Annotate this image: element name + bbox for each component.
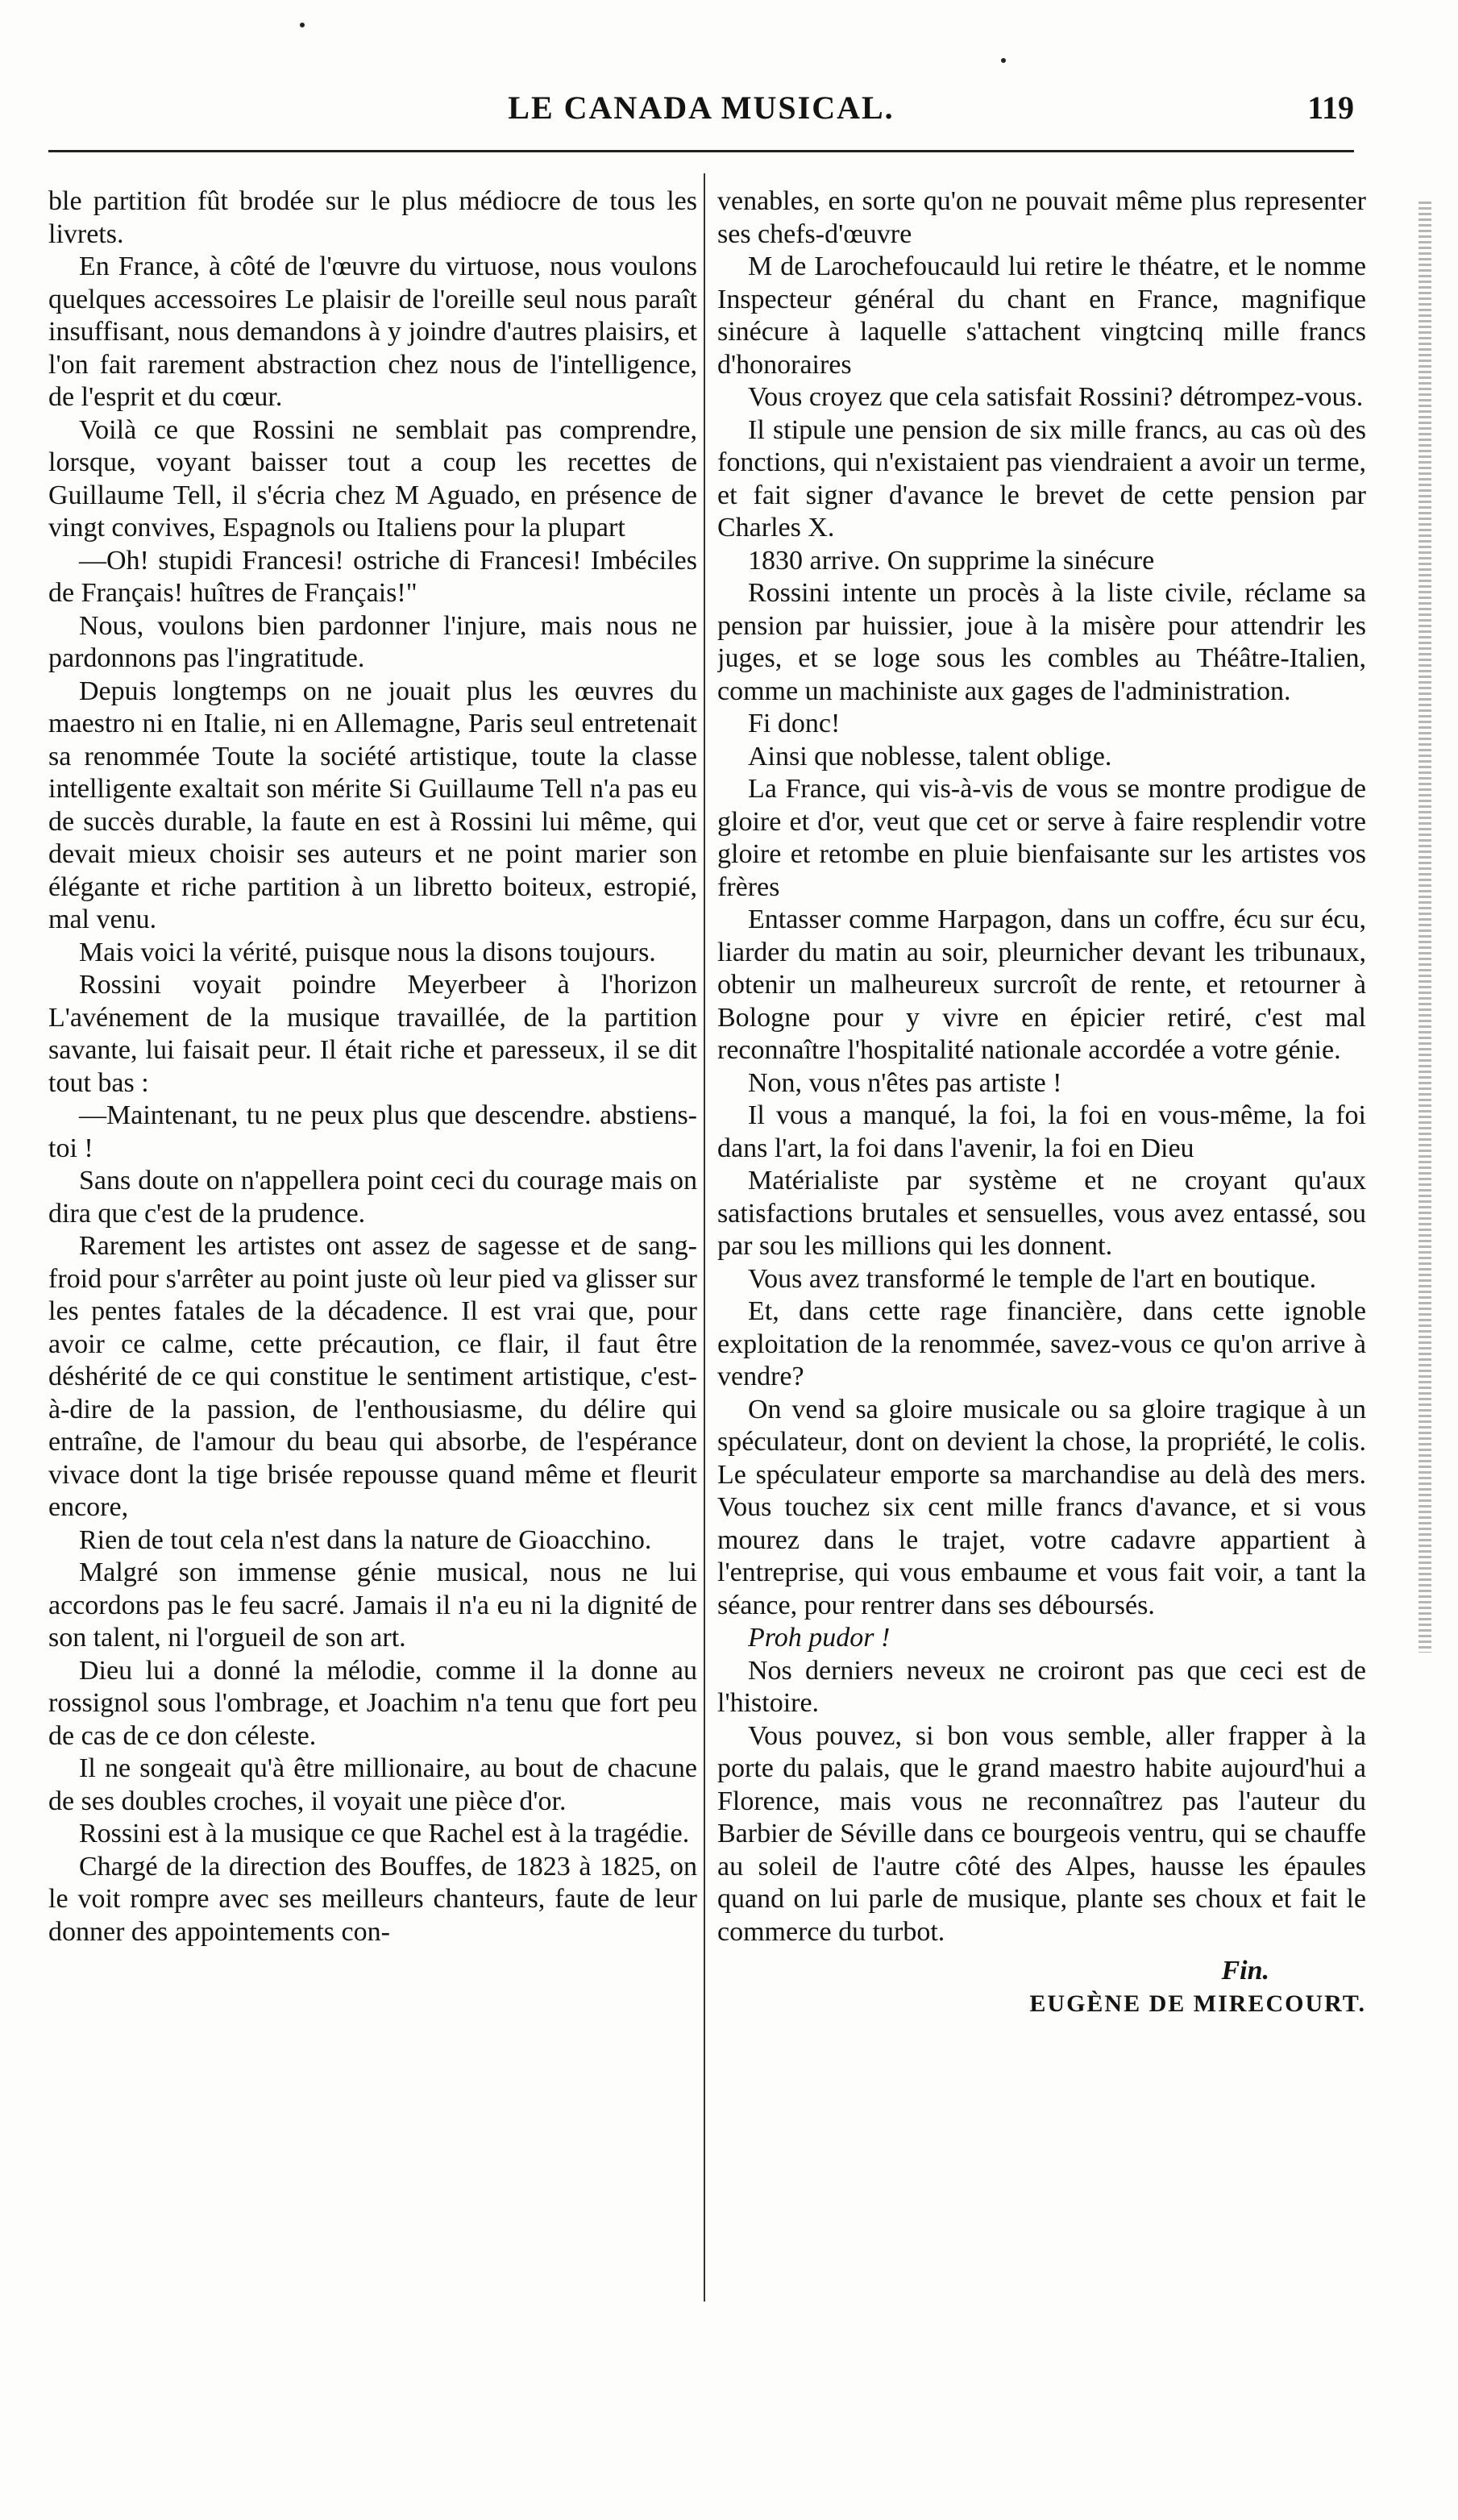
paragraph: Vous pouvez, si bon vous semble, aller frapper à la porte du palais, que le grand maestro habite aujourd'hui a Florence, mais vous ne reconnaîtrez pas l'auteur du Barbier de Séville dans ce bourgeois ventru, qui se chauffe au soleil de l'autre côté des Alpes, hausse les épaules quand on lui parle de musique, plante ses choux et fait le commerce du turbot. — [717, 1720, 1366, 1947]
paragraph: Il ne songeait qu'à être millionaire, au bout de chacune de ses doubles croches, il voyait une pièce d'or. — [48, 1753, 697, 1816]
paragraph: Depuis longtemps on ne jouait plus les œuvres du maestro ni en Italie, ni en Allemagne, Paris seul entretenait sa renommée Toute la société artistique, toute la classe intelligente exaltait son mérite Si Guillaume Tell n'a pas eu de succès durable, la faute en est à Rossini lui même, qui devait mieux choisir ses auteurs et ne point marier son élégante et riche partition à un libretto boiteux, estropié, mal venu. — [48, 676, 697, 934]
paragraph: Voilà ce que Rossini ne semblait pas comprendre, lorsque, voyant baisser tout a coup les recettes de Guillaume Tell, il s'écria chez M Aguado, en présence de vingt convives, Espagnols ou Italiens pour la plupart — [48, 414, 697, 543]
left-column — [48, 185, 697, 2314]
paragraph: Non, vous n'êtes pas artiste ! — [748, 1067, 1062, 1098]
paragraph: Vous avez transformé le temple de l'art en boutique. — [748, 1263, 1317, 1294]
paragraph: —Maintenant, tu ne peux plus que descendre. abstiens-toi ! — [48, 1100, 697, 1163]
paragraph: Il vous a manqué, la foi, la foi en vous-même, la foi dans l'art, la foi dans l'avenir, la foi en Dieu — [717, 1100, 1366, 1163]
paragraph: Nos derniers neveux ne croiront pas que ceci est de l'histoire. — [717, 1655, 1366, 1718]
paragraph: Rarement les artistes ont assez de sagesse et de sang-froid pour s'arrêter au point juste où leur pied va glisser sur les pentes fatales de la décadence. Il est vrai que, pour avoir ce calme, cette précaution, ce flair, il faut être déshérité de ce qui constitue le sentiment artistique, c'est-à-dire de la passion, de l'enthousiasme, du délire qui entraîne, de l'amour du beau qui absorbe, de l'espérance vivace dont la tige brisée repousse quand même et fleurit encore, — [48, 1231, 697, 1522]
paragraph: 1830 arrive. On supprime la sinécure — [748, 545, 1155, 576]
paragraph: Rien de tout cela n'est dans la nature de Gioacchino. — [79, 1524, 652, 1555]
paragraph: Dieu lui a donné la mélodie, comme il la donne au rossignol sous l'ombrage, et Joachim n'a tenu que fort peu de cas de ce don céleste. — [48, 1655, 697, 1751]
binding-edge-noise — [1419, 202, 1431, 1653]
paragraph: Rossini voyait poindre Meyerbeer à l'horizon L'avénement de la musique travaillée, de la partition savante, lui faisait peur. Il était riche et paresseux, il se dit tout bas : — [48, 970, 697, 1098]
page-number: 119 — [1307, 89, 1354, 126]
paragraph: Malgré son immense génie musical, nous ne lui accordons pas le feu sacré. Jamais il n'a eu ni la dignité de son talent, ni l'orgueil de son art. — [48, 1557, 697, 1653]
paragraph: —Oh! stupidi Francesi! ostriche di Francesi! Imbéciles de Français! huîtres de Français!" — [48, 545, 697, 608]
page-header — [48, 81, 1354, 137]
paragraph: ble partition fût brodée sur le plus médiocre de tous les livrets. — [48, 186, 697, 249]
paragraph: Rossini intente un procès à la liste civile, réclame sa pension par huissier, joue à la misère pour attendrir les juges, et se loge sous les combles au Théâtre-Italien, comme un machiniste aux gages de l'administration. — [717, 578, 1366, 706]
journal-title: LE CANADA MUSICAL. — [508, 89, 895, 126]
paragraph: Fi donc! — [748, 709, 841, 738]
paragraph: Matérialiste par système et ne croyant qu'aux satisfactions brutales et sensuelles, vous avez entassé, sou par sou les millions qui les donnent. — [717, 1166, 1366, 1261]
paragraph: Entasser comme Harpagon, dans un coffre, écu sur écu, liarder du matin au soir, pleurnicher devant les tribunaux, obtenir un malheureux surcroît de rente, et retourner à Bologne pour y vivre en épicier retiré, c'est mal reconnaître l'hospitalité nationale accordée a votre génie. — [717, 904, 1366, 1065]
paragraph: Chargé de la direction des Bouffes, de 1823 à 1825, on le voit rompre avec ses meilleurs chanteurs, faute de leur donner des appointements con- — [48, 1851, 697, 1947]
paragraph: venables, en sorte qu'on ne pouvait même plus representer ses chefs-d'œuvre — [717, 186, 1366, 249]
paragraph: Ainsi que noblesse, talent oblige. — [748, 741, 1112, 771]
paragraph: En France, à côté de l'œuvre du virtuose, nous voulons quelques accessoires Le plaisir de l'oreille seul nous paraît insuffisant, nous demandons à y joindre d'autres plaisirs, et l'on fait rarement abstraction chez nous de l'intelligence, de l'esprit et du cœur. — [48, 252, 697, 412]
paragraph: Et, dans cette rage financière, dans cette ignoble exploitation de la renommée, savez-vous ce qu'on arrive à vendre? — [717, 1296, 1366, 1391]
right-column — [717, 185, 1366, 2314]
column-divider — [704, 173, 705, 2302]
fin-mark: Fin. — [1221, 1956, 1269, 1986]
paragraph: Mais voici la vérité, puisque nous la disons toujours. — [79, 937, 656, 967]
paragraph: Nous, voulons bien pardonner l'injure, mais nous ne pardonnons pas l'ingratitude. — [48, 610, 697, 673]
paragraph: Proh pudor ! — [748, 1623, 891, 1653]
paragraph: Rossini est à la musique ce que Rachel est à la tragédie. — [79, 1819, 690, 1848]
paragraph: Sans doute on n'appellera point ceci du courage mais on dira que c'est de la prudence. — [48, 1166, 697, 1229]
print-speck — [300, 23, 305, 27]
print-speck — [1001, 58, 1006, 63]
paragraph: La France, qui vis-à-vis de vous se montre prodigue de gloire et d'or, veut que cet or serve à faire resplendir votre gloire et retombe en pluie bienfaisante sur les artistes vos frères — [717, 774, 1366, 902]
paragraph: Vous croyez que cela satisfait Rossini? détrompez-vous. — [748, 382, 1364, 412]
paragraph: M de Larochefoucauld lui retire le théatre, et le nomme Inspecteur général du chant en France, magnifique sinécure à laquelle s'attachent vingtcinq mille francs d'honoraires — [717, 252, 1366, 380]
paragraph: Il stipule une pension de six mille francs, au cas où des fonctions, qui n'existaient pas viendraient a avoir un terme, et fait signer d'avance le brevet de cette pension par Charles X. — [717, 414, 1366, 543]
author-signature: EUGÈNE DE MIRECOURT. — [1029, 1990, 1366, 2017]
header-rule — [48, 150, 1354, 152]
paragraph: On vend sa gloire musicale ou sa gloire tragique à un spéculateur, dont on devient la chose, la propriété, le colis. Le spéculateur emporte sa marchandise au delà des mers. Vous touchez six cent mille francs d'avance, et si vous mourez dans le trajet, votre cadavre appartient à l'entreprise, qui vous embaume et vous fait voir, a tant la séance, pour rentrer dans ses déboursés. — [717, 1394, 1366, 1620]
